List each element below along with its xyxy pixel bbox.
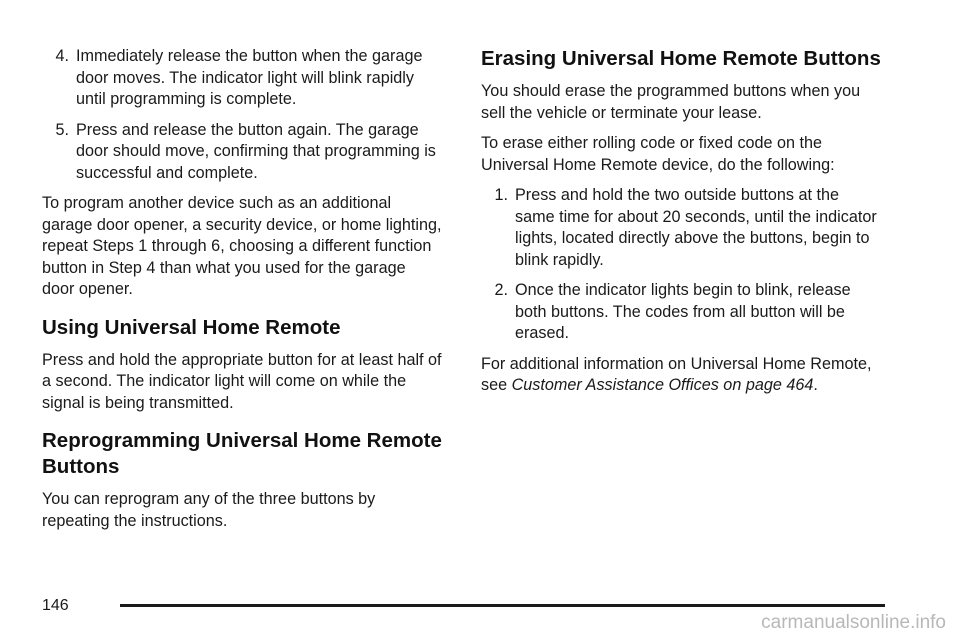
additional-info-suffix: .	[813, 376, 818, 394]
reprogramming-heading: Reprogramming Universal Home Remote Buttons	[42, 429, 442, 478]
watermark: carmanualsonline.info	[761, 612, 946, 633]
additional-info-prefix: For additional information on Universal Home Remote, see	[481, 354, 872, 394]
using-heading: Using Universal Home Remote	[42, 315, 341, 339]
step-number: 2.	[494, 281, 508, 299]
step-number: 5.	[55, 120, 69, 139]
step-4	[42, 46, 442, 111]
step-number: 4.	[55, 47, 69, 65]
step-text: Press and release the button again. The garage door should move, confirming that programming is successful and complete.	[76, 120, 436, 182]
erase-step-2	[481, 280, 881, 345]
step-text: Immediately release the button when the garage door moves. The indicator light will blink rapidly until programming is complete.	[76, 47, 423, 108]
step-number: 1.	[494, 186, 508, 204]
erasing-heading: Erasing Universal Home Remote Buttons	[481, 47, 881, 70]
footer-rule	[120, 604, 885, 607]
erasing-paragraph-2: To erase either rolling code or fixed code on the Universal Home Remote device, do the following:	[481, 134, 835, 174]
customer-assistance-reference[interactable]: Customer Assistance Offices on page 464	[511, 376, 814, 394]
erasing-paragraph-1: You should erase the programmed buttons when you sell the vehicle or terminate your lease.	[481, 82, 861, 122]
erase-step-1	[481, 185, 881, 271]
step-text: Press and hold the two outside buttons at the same time for about 20 seconds, until the indicator lights, located directly above the buttons, begin to blink rapidly.	[515, 186, 877, 269]
page-number: 146	[42, 597, 69, 614]
right-column	[481, 46, 881, 406]
additional-info-paragraph	[481, 354, 881, 397]
step-5	[42, 120, 442, 185]
reprogramming-paragraph: You can reprogram any of the three buttons by repeating the instructions.	[42, 490, 376, 530]
using-paragraph: Press and hold the appropriate button for at least half of a second. The indicator light will come on while the signal is being transmitted.	[42, 350, 442, 412]
step-text: Once the indicator lights begin to blink, release both buttons. The codes from all button will be erased.	[515, 281, 851, 342]
program-another-paragraph: To program another device such as an additional garage door opener, a security device, or home lighting, repeat Steps 1 through 6, choosing a different function button in Step 4 than what you used for the garage door opener.	[42, 194, 442, 298]
left-column	[42, 46, 442, 541]
